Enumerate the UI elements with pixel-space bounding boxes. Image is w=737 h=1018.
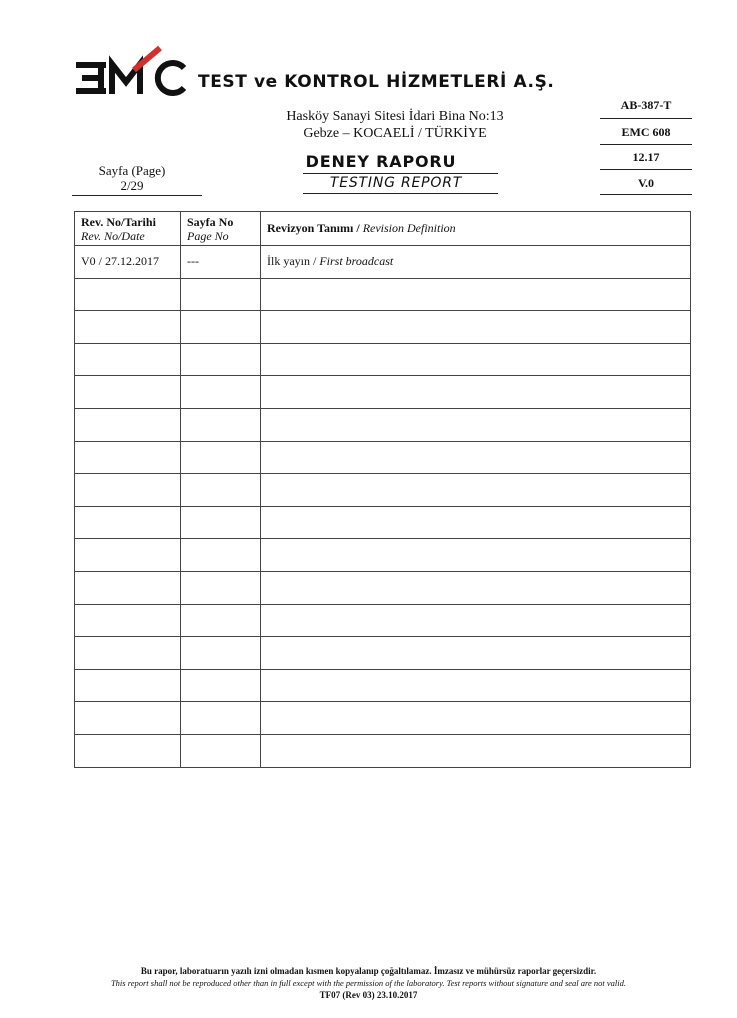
- cell-definition: [261, 571, 691, 604]
- cell-definition: [261, 669, 691, 702]
- cell-page: [181, 702, 261, 735]
- report-title-en: TESTING REPORT: [329, 175, 463, 191]
- table-row: [75, 669, 691, 702]
- cell-rev: [75, 637, 181, 670]
- table-row: [75, 343, 691, 376]
- cell-page: [181, 669, 261, 702]
- footer-form-code: TF07 (Rev 03) 23.10.2017: [319, 990, 418, 1000]
- divider: [600, 144, 692, 145]
- cell-definition: [261, 408, 691, 441]
- table-row: [75, 408, 691, 441]
- address-line-1: Hasköy Sanayi Sitesi İdari Bina No:13: [286, 109, 504, 124]
- table-row: [75, 702, 691, 735]
- divider: [600, 169, 692, 170]
- cell-definition: [261, 441, 691, 474]
- header-page-no: Sayfa No Page No: [181, 212, 261, 246]
- doc-code-3: 12.17: [632, 150, 660, 164]
- cell-page: [181, 441, 261, 474]
- page-number: 2/29: [120, 178, 144, 193]
- doc-code-2: EMC 608: [621, 125, 671, 139]
- footer-notice-tr: Bu rapor, laboratuarın yazılı izni olmadan kısmen kopyalanıp çoğaltılamaz. İmzasız ve mühürsüz raporlar geçersizdir.: [140, 966, 597, 976]
- cell-rev: [75, 734, 181, 767]
- table-row: [75, 637, 691, 670]
- cell-rev: V0 / 27.12.2017: [75, 246, 181, 279]
- table-row: [75, 571, 691, 604]
- table-header-row: [75, 212, 691, 246]
- revision-table: [74, 211, 691, 768]
- cell-page: [181, 506, 261, 539]
- cell-page: [181, 311, 261, 344]
- cell-definition: [261, 604, 691, 637]
- cell-rev: [75, 474, 181, 507]
- divider: [303, 193, 498, 194]
- divider: [600, 118, 692, 119]
- cell-page: [181, 474, 261, 507]
- cell-rev: [75, 604, 181, 637]
- cell-definition: [261, 734, 691, 767]
- cell-rev: [75, 376, 181, 409]
- table-row: [75, 278, 691, 311]
- doc-code-4: V.0: [637, 176, 655, 190]
- table-row: [75, 506, 691, 539]
- cell-rev: [75, 311, 181, 344]
- cell-page: ---: [181, 246, 261, 279]
- cell-rev: [75, 278, 181, 311]
- cell-definition: [261, 474, 691, 507]
- cell-rev: [75, 506, 181, 539]
- cell-rev: [75, 539, 181, 572]
- cell-rev: [75, 669, 181, 702]
- cell-page: [181, 343, 261, 376]
- cell-definition: [261, 343, 691, 376]
- company-name: TEST ve KONTROL HİZMETLERİ A.Ş.: [198, 72, 555, 92]
- cell-rev: [75, 441, 181, 474]
- cell-definition: [261, 311, 691, 344]
- cell-page: [181, 571, 261, 604]
- cell-page: [181, 278, 261, 311]
- cell-page: [181, 637, 261, 670]
- cell-definition: [261, 506, 691, 539]
- header-rev-no: Rev. No/Tarihi Rev. No/Date: [75, 212, 181, 246]
- table-row: [75, 441, 691, 474]
- cell-rev: [75, 343, 181, 376]
- table-row: [75, 734, 691, 767]
- divider: [303, 173, 498, 174]
- cell-rev: [75, 571, 181, 604]
- cell-definition: [261, 376, 691, 409]
- table-row: [75, 376, 691, 409]
- table-row: [75, 539, 691, 572]
- cell-definition: [261, 637, 691, 670]
- divider: [72, 195, 202, 196]
- cell-page: [181, 376, 261, 409]
- cell-definition: İlk yayın / First broadcast: [261, 246, 691, 279]
- footer-notice-en: This report shall not be reproduced other than in full except with the permission of the laboratory. Test reports without signature and seal are not valid.: [110, 978, 627, 988]
- header-revision-definition: Revizyon Tanımı / Revision Definition: [261, 212, 691, 246]
- table-row: [75, 474, 691, 507]
- address-line-2: Gebze – KOCAELİ / TÜRKİYE: [303, 126, 487, 141]
- table-row: [75, 246, 691, 279]
- cell-definition: [261, 278, 691, 311]
- divider: [600, 194, 692, 195]
- report-title-tr: DENEY RAPORU: [305, 152, 457, 171]
- table-row: [75, 311, 691, 344]
- cell-rev: [75, 702, 181, 735]
- emc-logo: [74, 44, 188, 106]
- page-label: Sayfa (Page): [98, 163, 166, 178]
- cell-page: [181, 539, 261, 572]
- cell-definition: [261, 702, 691, 735]
- cell-rev: [75, 408, 181, 441]
- cell-definition: [261, 539, 691, 572]
- cell-page: [181, 734, 261, 767]
- doc-code-1: AB-387-T: [620, 98, 672, 112]
- cell-page: [181, 408, 261, 441]
- cell-page: [181, 604, 261, 637]
- table-row: [75, 604, 691, 637]
